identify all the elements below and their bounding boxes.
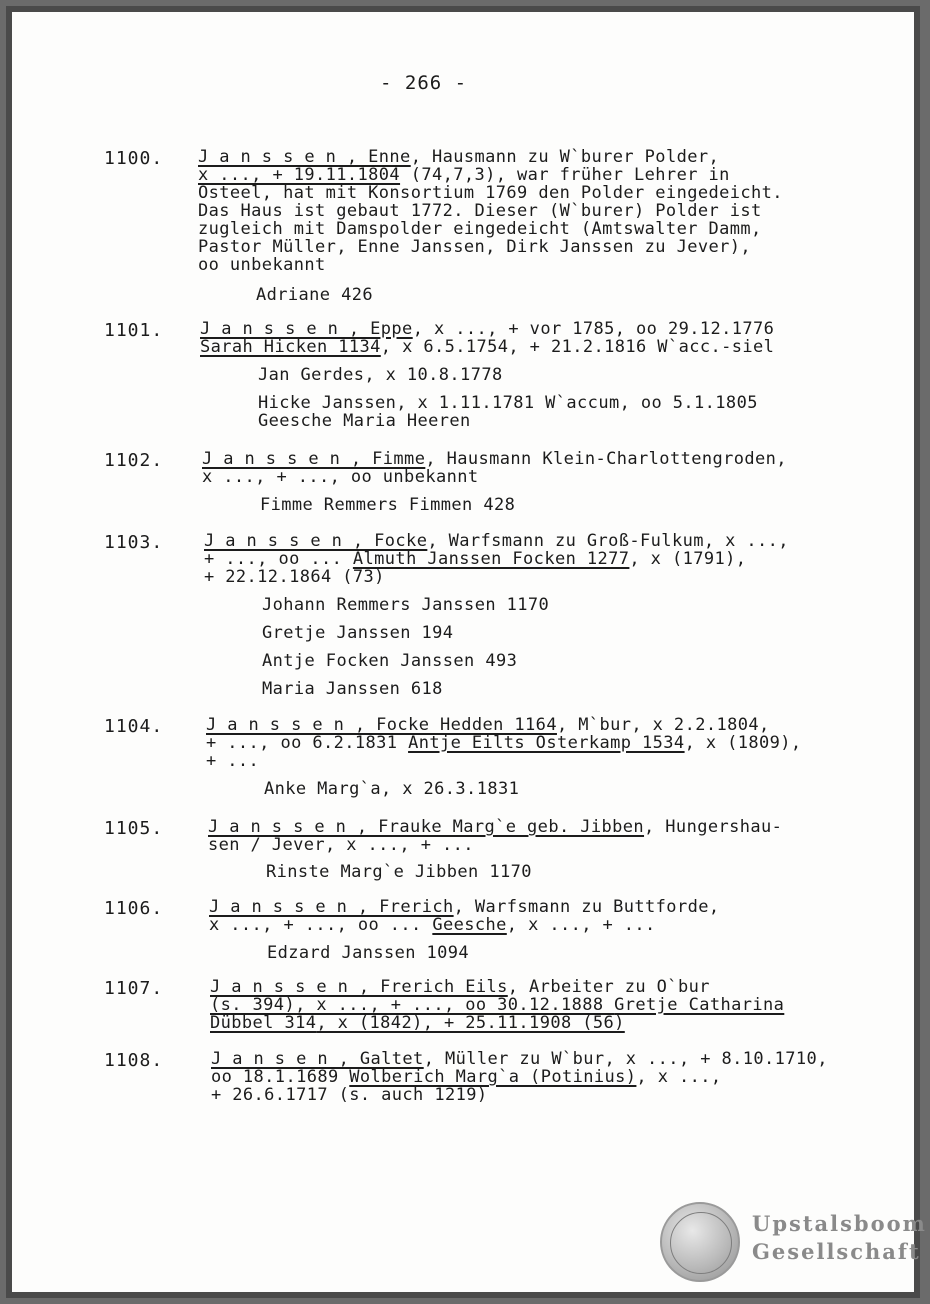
text: , Hausmann zu W`burer Polder, <box>410 147 720 167</box>
seal-icon <box>660 1202 740 1282</box>
text-line: Das Haus ist gebaut 1772. Dieser (W`burer) Polder ist <box>198 201 762 221</box>
child-entry: Gretje Janssen 194 <box>262 623 454 643</box>
entry-text <box>211 1050 861 1104</box>
text: , Warfsmann zu Groß-Fulkum, x ..., <box>427 531 789 551</box>
child-entry: Jan Gerdes, x 10.8.1778 <box>258 365 503 385</box>
text: , Hungershau- <box>644 817 783 837</box>
entry-text <box>202 450 852 514</box>
text: oo 18.1.1689 <box>211 1067 350 1087</box>
spouse-underlined: Wolberich Marg`a (Potinius) <box>349 1067 637 1087</box>
text: , Müller zu W`bur, x ..., + 8.10.1710, <box>423 1049 828 1069</box>
spouse-underlined: Antje Eilts Osterkamp 1534 <box>408 733 685 753</box>
text: + ..., oo 6.2.1831 <box>206 733 409 753</box>
page-number: - 266 - <box>380 72 468 94</box>
spouse-underlined: Geesche <box>432 915 507 935</box>
child-entry: Johann Remmers Janssen 1170 <box>262 595 550 615</box>
text-line: + 22.12.1864 (73) <box>204 567 385 587</box>
child-entry: Adriane 426 <box>256 285 373 305</box>
entry-number: 1100. <box>104 148 164 169</box>
entry-number: 1107. <box>104 978 164 999</box>
name-underlined: J a n s s e n , Enne <box>198 147 411 167</box>
name-underlined: J a n s e n , Galtet <box>211 1049 424 1069</box>
child-entry: Fimme Remmers Fimmen 428 <box>260 495 516 515</box>
child-entry: Anke Marg`a, x 26.3.1831 <box>264 779 520 799</box>
text: , x (1791), <box>629 549 747 569</box>
logo-line-2: Gesellschaft <box>752 1239 921 1264</box>
date-underlined: x ..., + 19.11.1804 <box>198 165 401 185</box>
spouse-underlined: Dübbel 314 <box>210 1013 317 1033</box>
child-entry: Antje Focken Janssen 493 <box>262 651 518 671</box>
logo-text <box>752 1210 927 1266</box>
child-entry: Edzard Janssen 1094 <box>267 943 470 963</box>
text: , x ..., <box>636 1067 722 1087</box>
spouse-underlined: Almuth Janssen Focken 1277 <box>352 549 630 569</box>
text-line: + ... <box>206 751 260 771</box>
text-line: Pastor Müller, Enne Janssen, Dirk Janssen zu Jever), <box>198 237 752 257</box>
text: , x ..., + vor 1785, oo 29.12.1776 <box>412 319 775 339</box>
text-line: zugleich mit Damspolder eingedeicht (Amtswalter Damm, <box>198 219 762 239</box>
text-line: x ..., + ..., oo unbekannt <box>202 467 479 487</box>
name-underlined: J a n s s e n , Focke Hedden 1164 <box>206 715 557 735</box>
entry-number: 1104. <box>104 716 164 737</box>
name-underlined: J a n s s e n , Frerich Eils <box>210 977 508 997</box>
name-underlined: J a n s s e n , Eppe <box>200 319 413 339</box>
text: , Arbeiter zu O`bur <box>507 977 710 997</box>
entry-text <box>206 716 856 798</box>
text: , x (1842), + 25.11.1908 (56) <box>316 1013 625 1033</box>
entry-text <box>210 978 860 1032</box>
child-entry: Maria Janssen 618 <box>262 679 443 699</box>
text: , Hausmann Klein-Charlottengroden, <box>425 449 787 469</box>
entry-number: 1108. <box>104 1050 164 1071</box>
entry-number: 1101. <box>104 320 164 341</box>
text: (74,7,3), war früher Lehrer in <box>400 165 730 185</box>
entry-text <box>198 148 848 304</box>
text-line: sen / Jever, x ..., + ... <box>208 835 474 855</box>
child-entry: Rinste Marg`e Jibben 1170 <box>266 862 532 882</box>
name-underlined: J a n s s e n , Fimme <box>202 449 426 469</box>
entry-number: 1106. <box>104 898 164 919</box>
logo-line-1: Upstalsboom <box>752 1211 927 1236</box>
spouse-underlined: Gretje Catharina <box>614 995 785 1015</box>
society-logo <box>660 1202 927 1282</box>
name-underlined: J a n s s e n , Focke <box>204 531 428 551</box>
entry-number: 1102. <box>104 450 164 471</box>
name-underlined: J a n s s e n , Frauke Marg`e geb. Jibben <box>208 817 645 837</box>
entry-text <box>209 898 859 962</box>
text: x ..., + ..., oo ... <box>209 915 433 935</box>
child-entry: Hicke Janssen, x 1.11.1781 W`accum, oo 5.1.1805 Geesche Maria Heeren <box>258 393 758 431</box>
document-page <box>12 12 927 1292</box>
name-underlined: J a n s s e n , Frerich <box>209 897 454 917</box>
text-line: oo unbekannt <box>198 255 326 275</box>
entry-text <box>204 532 854 698</box>
entry-number: 1103. <box>104 532 164 553</box>
text: (s. 394), x ..., + ..., oo 30.12.1888 <box>210 995 615 1015</box>
text: , M`bur, x 2.2.1804, <box>556 715 770 735</box>
entry-text <box>200 320 850 430</box>
spouse-underlined: Sarah Hicken 1134 <box>200 337 381 357</box>
text: , Warfsmann zu Buttforde, <box>453 897 720 917</box>
text-line: Osteel, hat mit Konsortium 1769 den Polder eingedeicht. <box>198 183 783 203</box>
entry-number: 1105. <box>104 818 164 839</box>
text: + ..., oo ... <box>204 549 353 569</box>
text-line: + 26.6.1717 (s. auch 1219) <box>211 1085 488 1105</box>
text: , x ..., + ... <box>506 915 656 935</box>
text: , x 6.5.1754, + 21.2.1816 W`acc.-siel <box>380 337 775 357</box>
entry-text <box>208 818 858 881</box>
text: , x (1809), <box>684 733 802 753</box>
